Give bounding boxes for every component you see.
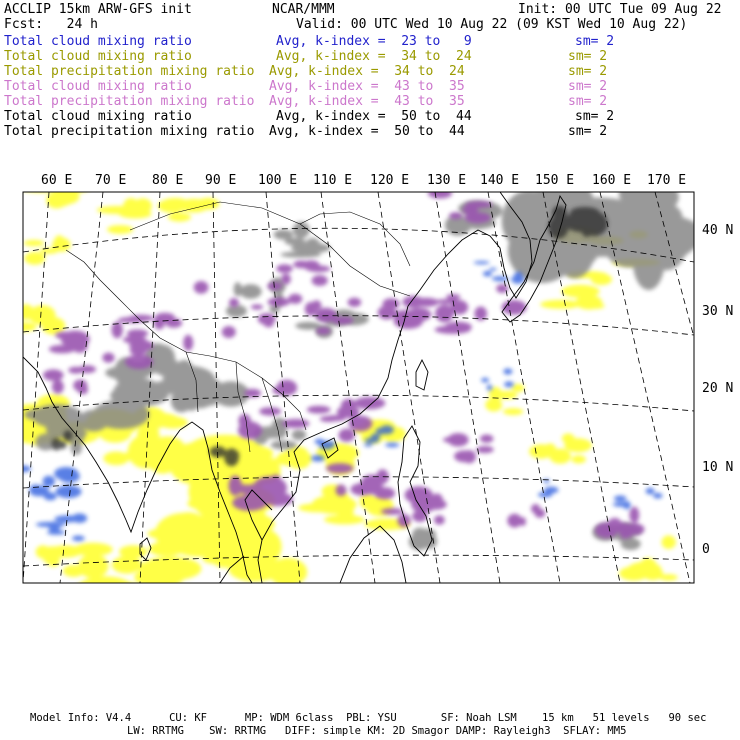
longitude-label: 90 E [205,173,237,188]
legend-range-1: Avg, k-index = 23 to 9 [276,34,472,49]
legend-range-5: Avg, k-index = 43 to 35 [269,94,465,109]
legend-field-1: Total cloud mixing ratio [4,34,192,49]
model-title: ACCLIP 15km ARW-GFS init [4,2,192,17]
longitude-label: 130 E [427,173,467,188]
longitude-label: 150 E [535,173,575,188]
legend-smoothing-5: sm= 2 [568,94,608,109]
legend-range-2: Avg, k-index = 34 to 24 [276,49,472,64]
legend-smoothing-3: sm= 2 [568,64,608,79]
latitude-label: 30 N [702,304,734,319]
legend-range-6: Avg, k-index = 50 to 44 [276,109,472,124]
legend-field-5: Total precipitation mixing ratio [4,94,255,109]
legend-field-4: Total cloud mixing ratio [4,79,192,94]
legend-smoothing-4: sm= 2 [568,79,608,94]
legend-range-7: Avg, k-index = 50 to 44 [269,124,465,139]
longitude-label: 60 E [41,173,73,188]
legend-field-7: Total precipitation mixing ratio [4,124,255,139]
legend-range-3: Avg, k-index = 34 to 24 [269,64,465,79]
longitude-label: 110 E [313,173,353,188]
latitude-label: 10 N [702,460,734,475]
legend-smoothing-2: sm= 2 [568,49,608,64]
latitude-label: 0 [702,542,710,557]
longitude-labels [41,173,686,188]
longitude-label: 100 E [258,173,298,188]
model-info-line2: LW: RRTMG SW: RRTMG DIFF: simple KM: 2D Smagor DAMP: Rayleigh3 SFLAY: MM5 [127,725,627,737]
legend-range-4: Avg, k-index = 43 to 35 [269,79,465,94]
legend-smoothing-7: sm= 2 [568,124,608,139]
org-label: NCAR/MMM [272,2,335,17]
legend-field-6: Total cloud mixing ratio [4,109,192,124]
legend-smoothing-6: sm= 2 [575,109,615,124]
legend-field-3: Total precipitation mixing ratio [4,64,255,79]
forecast-hour: Fcst: 24 h [4,17,98,32]
latitude-label: 20 N [702,381,734,396]
longitude-label: 70 E [95,173,127,188]
longitude-label: 120 E [370,173,410,188]
latitude-label: 40 N [702,223,734,238]
valid-time: Valid: 00 UTC Wed 10 Aug 22 (09 KST Wed 10 Aug 22) [296,17,688,32]
legend-smoothing-1: sm= 2 [575,34,615,49]
legend-field-2: Total cloud mixing ratio [4,49,192,64]
latitude-labels [702,223,733,557]
longitude-label: 170 E [647,173,687,188]
model-info-line1: Model Info: V4.4 CU: KF MP: WDM 6class PBL: YSU SF: Noah LSM 15 km 51 levels 90 sec [30,712,707,724]
longitude-label: 160 E [592,173,632,188]
longitude-label: 140 E [480,173,520,188]
init-time: Init: 00 UTC Tue 09 Aug 22 [518,2,722,17]
longitude-label: 80 E [152,173,184,188]
